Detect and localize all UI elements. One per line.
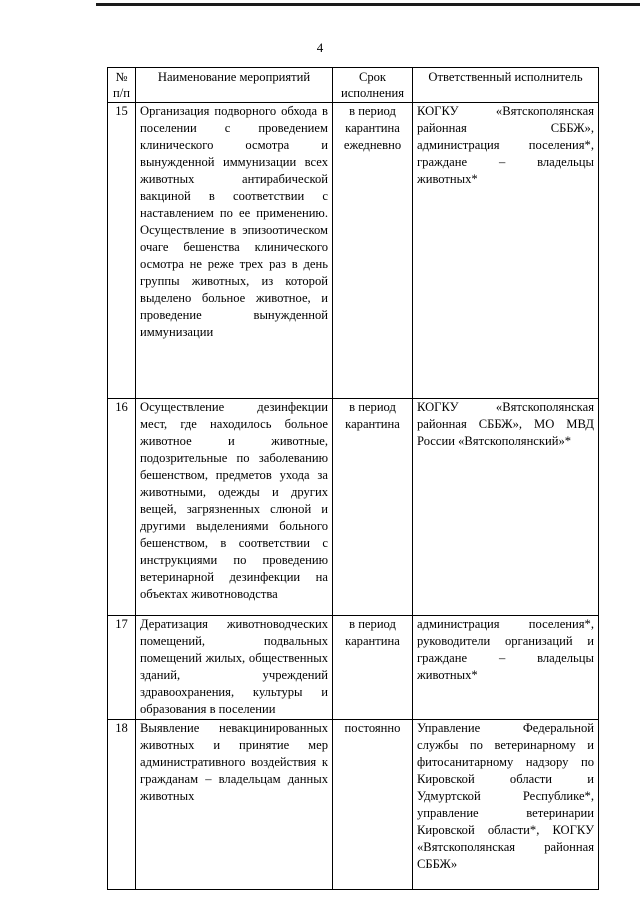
page-number: 4 xyxy=(316,40,324,55)
header-name: Наименование мероприятий xyxy=(136,68,333,103)
header-term: Срок исполнения xyxy=(333,68,413,103)
row-term: постоянно xyxy=(333,720,413,890)
row-measure: Организация подворного обхода в поселении с проведением клинического осмотра и вынужденной иммунизации всех животных антирабической вакциной в соответствии с наставлением по ее применению. Осуществление в эпизоотическом очаге бешенства клинического осмотра не реже трех раз в день группы животных, из которой выделено больное животное, и проведение вынужденной иммунизации xyxy=(136,103,333,399)
row-num: 18 xyxy=(108,720,136,890)
row-measure: Выявление невакцинированных животных и принятие мер административного воздействия к гражданам – владельцам данных животных xyxy=(136,720,333,890)
table-row xyxy=(108,720,599,890)
table-row xyxy=(108,103,599,399)
top-border-line xyxy=(96,3,640,6)
table-header-row xyxy=(108,68,599,103)
row-responsible: Управление Федеральной службы по ветеринарному и фитосанитарному надзору по Кировской области и Удмуртской Республике*, управление ветеринарии Кировской области*, КОГКУ «Вятскополянская районная СББЖ» xyxy=(413,720,599,890)
row-num: 16 xyxy=(108,399,136,616)
row-num: 17 xyxy=(108,616,136,720)
row-term: в период карантина xyxy=(333,399,413,616)
row-responsible: КОГКУ «Вятскополянская районная СББЖ», МО МВД России «Вятскополянский»* xyxy=(413,399,599,616)
row-term: в период карантина xyxy=(333,616,413,720)
header-responsible: Ответственный исполнитель xyxy=(413,68,599,103)
row-measure: Осуществление дезинфекции мест, где находилось больное животное и животные, подозрительные по заболеванию бешенством, предметов ухода за животными, одежды и других вещей, загрязненных слюной и другими выделениями больного бешенством, в соответствии с инструкциями по проведению ветеринарной дезинфекции на объектах животноводства xyxy=(136,399,333,616)
row-term: в период карантина ежедневно xyxy=(333,103,413,399)
row-responsible: КОГКУ «Вятскополянская районная СББЖ», администрация поселения*, граждане – владельцы животных* xyxy=(413,103,599,399)
measures-table xyxy=(107,67,599,890)
row-responsible: администрация поселения*, руководители организаций и граждане – владельцы животных* xyxy=(413,616,599,720)
table-row xyxy=(108,399,599,616)
header-num: № п/п xyxy=(108,68,136,103)
table-row xyxy=(108,616,599,720)
row-measure: Дератизация животноводческих помещений, подвальных помещений жилых, общественных зданий, учреждений здравоохранения, культуры и образования в поселении xyxy=(136,616,333,720)
row-num: 15 xyxy=(108,103,136,399)
